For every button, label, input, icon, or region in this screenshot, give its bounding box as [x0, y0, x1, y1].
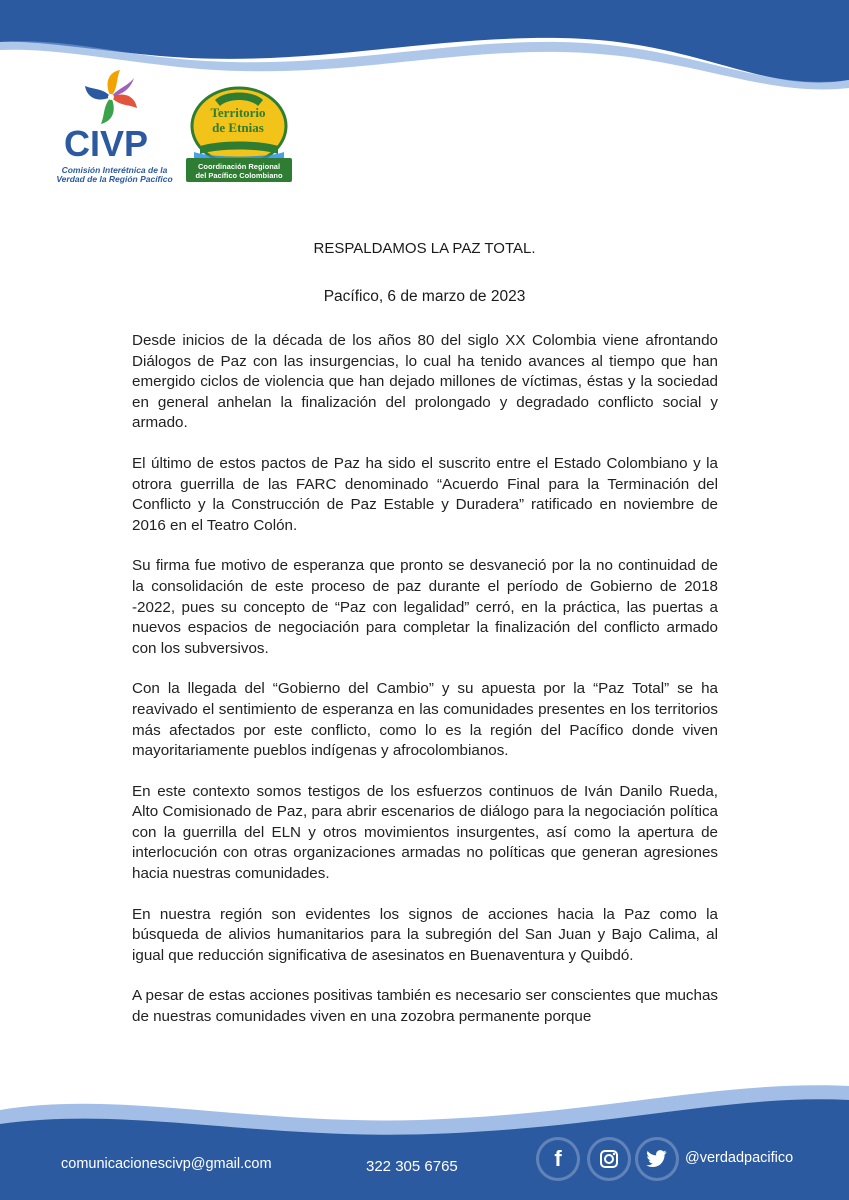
civp-title: CIVP — [64, 123, 149, 164]
footer-email[interactable]: comunicacionescivp@gmail.com — [61, 1156, 272, 1172]
document-title: RESPALDAMOS LA PAZ TOTAL. — [313, 240, 536, 257]
footer-phone: 322 305 6765 — [366, 1158, 458, 1175]
territorio-etnias-logo — [180, 86, 298, 186]
civp-pinwheel-icon — [80, 66, 142, 128]
instagram-icon[interactable] — [590, 1140, 628, 1178]
paragraph: En este contexto somos testigos de los esfuerzos continuos de Iván Danilo Rueda, Alto Comisionado de Paz, para abrir escenarios de diálogo para la negociación política con la guerrilla del ELN y otros movimientos insurgentes, así como la apertura de interlocución con otras organizaciones armadas no políticas que generan agresiones hacia nuestras comunidades. — [132, 782, 718, 883]
facebook-icon[interactable]: f — [539, 1140, 577, 1178]
footer-wave — [0, 1080, 849, 1200]
paragraph: Su firma fue motivo de esperanza que pronto se desvaneció por la no continuidad de la consolidación de este proceso de paz durante el período de Gobierno de 2018 -2022, pues su concepto de “Paz con legalidad” cerró, en la práctica, las puertas a nuevos espacios de negociación para completar la finalización del conflicto armado con los subversivos. — [132, 557, 718, 657]
paragraph: Con la llegada del “Gobierno del Cambio” y su apuesta por la “Paz Total” se ha reavivado el sentimiento de esperanza en las comunidades presentes en los territorios más afectados por este conflicto, como lo es la región del Pacífico donde viven mayoritariamente pueblos indígenas y afrocolombianos. — [132, 680, 718, 760]
paragraph: El último de estos pactos de Paz ha sido el suscrito entre el Estado Colombiano y la otrora guerrilla de las FARC denominado “Acuerdo Final para la Terminación del Conflicto y la Construcción de Paz Estable y Duradera” ratificado en noviembre de 2016 en el Teatro Colón. — [132, 454, 718, 534]
etnias-title-line1: Territorio — [210, 105, 266, 120]
paragraph: Desde inicios de la década de los años 80 del siglo XX Colombia viene afrontando Diálogos de Paz con las insurgencias, lo cual ha tenido avances al tiempo que han emergido ciclos de violencia que han dejado millones de víctimas, éstas y la sociedad en general anhelan la finalización del prolongado y degradado conflicto social y armado. — [132, 332, 718, 432]
etnias-band-line1: Coordinación Regional — [197, 162, 281, 171]
document-date: Pacífico, 6 de marzo de 2023 — [323, 288, 526, 305]
twitter-icon[interactable] — [638, 1140, 676, 1178]
etnias-title-line2: de Etnias — [212, 120, 264, 135]
civp-subtitle — [52, 166, 177, 185]
civp-logo — [52, 66, 177, 191]
civp-subtitle-line2: Verdad de la Región Pacífico — [56, 174, 173, 185]
document-body — [132, 331, 718, 1048]
paragraph: A pesar de estas acciones positivas también es necesario ser conscientes que muchas de nuestras comunidades viven en una zozobra permanente porque — [132, 987, 718, 1026]
footer-social-handle[interactable]: @verdadpacifico — [685, 1150, 794, 1166]
paragraph: En nuestra región son evidentes los signos de acciones hacia la Paz como la búsqueda de alivios humanitarios para la subregión del San Juan y Bajo Calima, al igual que reducción significativa de asesinatos en Buenaventura y Quibdó. — [132, 905, 718, 964]
civp-subtitle-line1: Comisión Interétnica de la — [61, 165, 168, 175]
etnias-band-line2: del Pacífico Colombiano — [195, 171, 283, 180]
